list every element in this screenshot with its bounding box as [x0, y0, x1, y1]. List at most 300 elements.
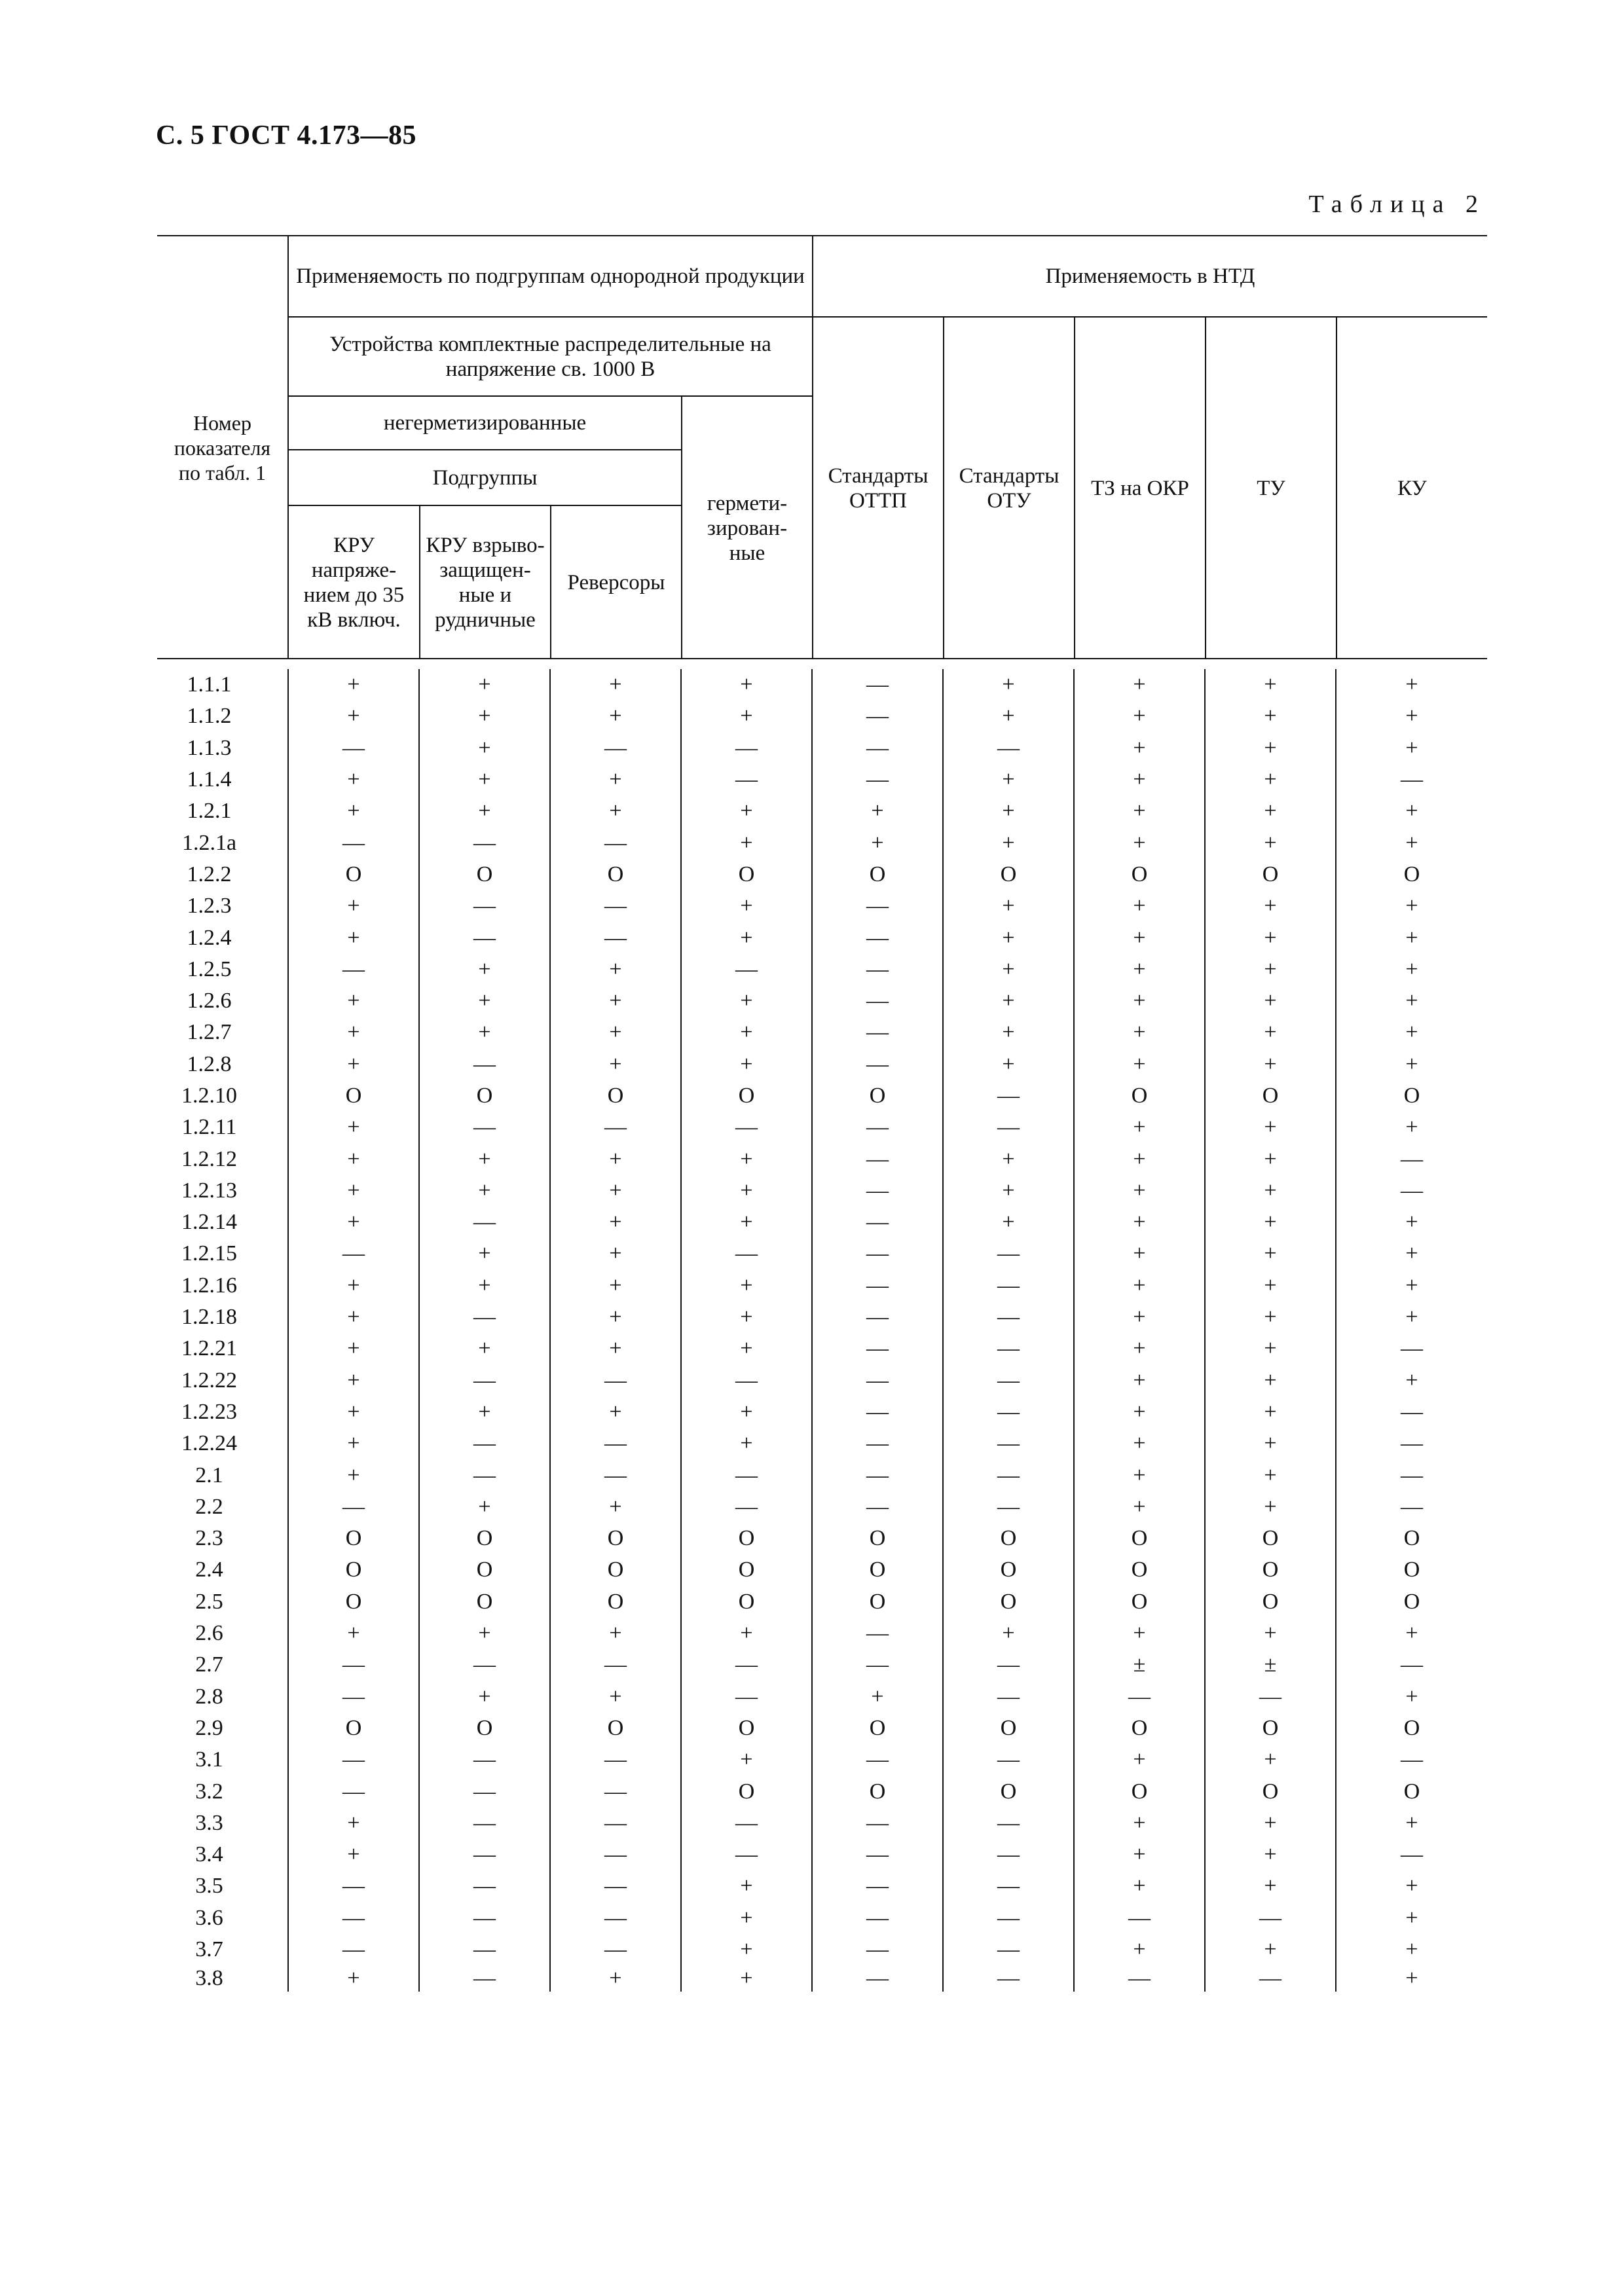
row-number-cell: 2.5: [195, 1589, 223, 1614]
value-cell: О: [681, 1080, 812, 1112]
row-number-cell: 3.2: [195, 1779, 223, 1804]
row-number-cell: 3.5: [195, 1874, 223, 1899]
value-cell: О: [1074, 1586, 1205, 1618]
value-cell: —: [419, 1112, 550, 1143]
value-cell: +: [288, 890, 419, 922]
value-cell: —: [943, 1302, 1074, 1333]
value-cell: —: [419, 1365, 550, 1396]
value-cell: —: [1336, 1333, 1487, 1364]
value-cell: —: [288, 1744, 419, 1776]
value-cell: +: [1205, 1491, 1336, 1523]
value-cell: +: [1074, 669, 1205, 701]
value-cell: +: [1336, 701, 1487, 732]
value-cell: —: [550, 1776, 681, 1807]
page-header: С. 5 ГОСТ 4.173—85: [156, 120, 417, 151]
row-number-cell: 1.2.1а: [181, 830, 237, 855]
value-cell: —: [288, 733, 419, 764]
value-cell: +: [1074, 1396, 1205, 1428]
value-cell: О: [1205, 1080, 1336, 1112]
value-cell: О: [681, 1586, 812, 1618]
value-cell: +: [1336, 890, 1487, 922]
value-cell: —: [1074, 1903, 1205, 1934]
value-cell: О: [943, 1586, 1074, 1618]
value-cell: +: [1205, 1175, 1336, 1207]
value-cell: О: [550, 859, 681, 890]
table-row: [157, 1934, 1487, 1965]
row-number-cell: 2.4: [195, 1558, 223, 1582]
value-cell: +: [1074, 1870, 1205, 1902]
value-cell: —: [419, 1428, 550, 1459]
value-cell: О: [288, 1713, 419, 1744]
value-cell: +: [943, 890, 1074, 922]
column-header-devices: Устройства комплектные распределительные на напряжение св. 1000 В: [329, 332, 771, 381]
value-cell: +: [943, 1618, 1074, 1649]
value-cell: +: [1074, 827, 1205, 858]
table-row: [157, 1744, 1487, 1776]
value-cell: О: [419, 1554, 550, 1586]
value-cell: —: [681, 1112, 812, 1143]
value-cell: +: [943, 701, 1074, 732]
value-cell: —: [1205, 1965, 1336, 1992]
value-cell: +: [1205, 1870, 1336, 1902]
value-cell: —: [419, 1459, 550, 1491]
table-row: [157, 1903, 1487, 1934]
value-cell: —: [1074, 1965, 1205, 1992]
data-table: [157, 669, 1487, 1992]
value-cell: О: [681, 1523, 812, 1554]
table-row: [157, 1396, 1487, 1428]
column-header-kru-voltage: КРУ напряже-нием до 35 кВ включ.: [303, 534, 405, 632]
table-row: [157, 701, 1487, 732]
value-cell: О: [1074, 1713, 1205, 1744]
row-number-cell: 2.1: [195, 1463, 223, 1487]
value-cell: —: [1336, 1459, 1487, 1491]
value-cell: —: [812, 1112, 943, 1143]
value-cell: +: [1205, 733, 1336, 764]
value-cell: +: [1074, 1175, 1205, 1207]
value-cell: +: [1205, 1333, 1336, 1364]
value-cell: —: [550, 1903, 681, 1934]
value-cell: —: [812, 1839, 943, 1870]
column-header-non-sealed: негерметизированные: [383, 411, 587, 435]
value-cell: +: [681, 1302, 812, 1333]
value-cell: —: [288, 1238, 419, 1269]
value-cell: +: [288, 1428, 419, 1459]
value-cell: —: [1336, 1175, 1487, 1207]
value-cell: —: [943, 1808, 1074, 1839]
value-cell: +: [943, 1049, 1074, 1080]
value-cell: +: [1205, 890, 1336, 922]
value-cell: +: [288, 1049, 419, 1080]
value-cell: —: [943, 1270, 1074, 1302]
value-cell: +: [1336, 1112, 1487, 1143]
value-cell: +: [1336, 1049, 1487, 1080]
value-cell: +: [419, 1017, 550, 1048]
value-cell: +: [943, 1175, 1074, 1207]
value-cell: —: [812, 1333, 943, 1364]
value-cell: О: [812, 1554, 943, 1586]
value-cell: —: [812, 1870, 943, 1902]
value-cell: +: [1205, 1396, 1336, 1428]
value-cell: +: [550, 669, 681, 701]
value-cell: —: [550, 1112, 681, 1143]
value-cell: +: [419, 1618, 550, 1649]
value-cell: +: [681, 890, 812, 922]
table-row: [157, 1333, 1487, 1364]
value-cell: +: [288, 1143, 419, 1175]
value-cell: +: [681, 1270, 812, 1302]
value-cell: +: [1205, 1839, 1336, 1870]
value-cell: —: [812, 954, 943, 985]
value-cell: +: [1074, 1744, 1205, 1776]
row-number-cell: 1.1.3: [187, 735, 232, 760]
value-cell: +: [419, 701, 550, 732]
value-cell: —: [943, 1080, 1074, 1112]
value-cell: О: [943, 1776, 1074, 1807]
value-cell: —: [419, 922, 550, 953]
value-cell: +: [681, 1017, 812, 1048]
value-cell: О: [288, 1523, 419, 1554]
row-number-cell: 3.8: [195, 1966, 223, 1991]
value-cell: —: [1336, 1744, 1487, 1776]
value-cell: —: [550, 890, 681, 922]
value-cell: —: [681, 733, 812, 764]
value-cell: +: [1336, 1618, 1487, 1649]
value-cell: —: [550, 1934, 681, 1965]
value-cell: —: [550, 1870, 681, 1902]
value-cell: О: [812, 1776, 943, 1807]
row-number-cell: 3.7: [195, 1937, 223, 1962]
value-cell: +: [1074, 1365, 1205, 1396]
value-cell: +: [681, 1934, 812, 1965]
value-cell: О: [943, 1713, 1074, 1744]
row-number-cell: 1.1.4: [187, 767, 232, 792]
value-cell: +: [550, 1017, 681, 1048]
value-cell: +: [681, 701, 812, 732]
value-cell: +: [1074, 1618, 1205, 1649]
value-cell: +: [419, 795, 550, 827]
value-cell: +: [419, 1238, 550, 1269]
value-cell: +: [1074, 1459, 1205, 1491]
value-cell: +: [1336, 1870, 1487, 1902]
value-cell: О: [550, 1523, 681, 1554]
value-cell: О: [419, 1713, 550, 1744]
value-cell: +: [681, 1870, 812, 1902]
value-cell: +: [1205, 827, 1336, 858]
value-cell: +: [1074, 985, 1205, 1017]
value-cell: +: [1205, 1744, 1336, 1776]
value-cell: +: [1205, 1112, 1336, 1143]
value-cell: —: [812, 1744, 943, 1776]
value-cell: +: [550, 1396, 681, 1428]
value-cell: —: [419, 1965, 550, 1992]
value-cell: О: [550, 1586, 681, 1618]
value-cell: О: [288, 1586, 419, 1618]
value-cell: +: [288, 1965, 419, 1992]
row-number-cell: 1.2.13: [181, 1178, 237, 1203]
value-cell: +: [1336, 1965, 1487, 1992]
row-number-cell: 3.6: [195, 1905, 223, 1930]
value-cell: —: [812, 701, 943, 732]
row-number-cell: 1.2.5: [187, 957, 232, 981]
value-cell: —: [812, 890, 943, 922]
table-row: [157, 1681, 1487, 1713]
value-cell: —: [550, 922, 681, 953]
value-cell: +: [288, 764, 419, 795]
row-number-cell: 3.3: [195, 1810, 223, 1835]
table-row: [157, 1808, 1487, 1839]
row-number-cell: 1.2.22: [181, 1368, 237, 1393]
row-number-cell: 2.8: [195, 1684, 223, 1709]
value-cell: +: [1336, 1302, 1487, 1333]
value-cell: +: [943, 1207, 1074, 1238]
value-cell: +: [681, 985, 812, 1017]
value-cell: +: [681, 1143, 812, 1175]
value-cell: —: [943, 1903, 1074, 1934]
value-cell: —: [812, 1934, 943, 1965]
value-cell: +: [288, 1839, 419, 1870]
value-cell: —: [681, 1839, 812, 1870]
value-cell: —: [812, 1143, 943, 1175]
value-cell: —: [1205, 1903, 1336, 1934]
value-cell: —: [681, 954, 812, 985]
value-cell: О: [1336, 1713, 1487, 1744]
value-cell: +: [288, 1270, 419, 1302]
value-cell: —: [288, 1934, 419, 1965]
table-row: [157, 1270, 1487, 1302]
table-row: [157, 985, 1487, 1017]
row-number-cell: 1.2.12: [181, 1146, 237, 1171]
value-cell: +: [943, 954, 1074, 985]
value-cell: +: [1205, 669, 1336, 701]
row-number-cell: 1.2.7: [187, 1020, 232, 1045]
value-cell: —: [419, 1049, 550, 1080]
value-cell: +: [419, 669, 550, 701]
value-cell: —: [1336, 764, 1487, 795]
row-number-cell: 1.2.24: [181, 1431, 237, 1456]
value-cell: +: [550, 1270, 681, 1302]
table-row: [157, 1049, 1487, 1080]
column-header-standards-ottp: Стандарты ОТТП: [828, 464, 929, 513]
value-cell: +: [288, 1808, 419, 1839]
value-cell: +: [681, 827, 812, 858]
value-cell: —: [550, 1649, 681, 1681]
value-cell: —: [419, 1302, 550, 1333]
value-cell: —: [288, 1903, 419, 1934]
value-cell: +: [1336, 1934, 1487, 1965]
value-cell: +: [550, 1238, 681, 1269]
value-cell: +: [1336, 1681, 1487, 1713]
value-cell: —: [419, 1744, 550, 1776]
value-cell: +: [1074, 1049, 1205, 1080]
value-cell: —: [550, 827, 681, 858]
value-cell: +: [1074, 764, 1205, 795]
value-cell: О: [288, 859, 419, 890]
value-cell: О: [943, 859, 1074, 890]
value-cell: +: [681, 1049, 812, 1080]
value-cell: О: [288, 1080, 419, 1112]
value-cell: —: [550, 733, 681, 764]
value-cell: О: [1336, 1776, 1487, 1807]
value-cell: —: [943, 1396, 1074, 1428]
value-cell: +: [1074, 1112, 1205, 1143]
value-cell: О: [943, 1523, 1074, 1554]
value-cell: О: [943, 1554, 1074, 1586]
value-cell: —: [681, 1808, 812, 1839]
value-cell: О: [1074, 1554, 1205, 1586]
value-cell: +: [288, 701, 419, 732]
table-row: [157, 1491, 1487, 1523]
value-cell: +: [1074, 1207, 1205, 1238]
value-cell: —: [550, 1744, 681, 1776]
value-cell: —: [1336, 1839, 1487, 1870]
value-cell: —: [943, 1238, 1074, 1269]
table-row: [157, 1302, 1487, 1333]
table-row: [157, 1112, 1487, 1143]
table-row: [157, 922, 1487, 953]
value-cell: +: [419, 954, 550, 985]
value-cell: +: [288, 1333, 419, 1364]
row-number-cell: 3.4: [195, 1842, 223, 1867]
value-cell: О: [419, 1586, 550, 1618]
value-cell: О: [812, 1523, 943, 1554]
value-cell: +: [1336, 1207, 1487, 1238]
column-header-subgroups: Подгруппы: [432, 465, 538, 490]
value-cell: —: [812, 1302, 943, 1333]
value-cell: +: [550, 1333, 681, 1364]
value-cell: +: [1074, 1934, 1205, 1965]
value-cell: —: [812, 733, 943, 764]
table-row: [157, 1554, 1487, 1586]
value-cell: —: [1336, 1428, 1487, 1459]
table-row: [157, 1175, 1487, 1207]
value-cell: О: [288, 1554, 419, 1586]
value-cell: —: [419, 1903, 550, 1934]
value-cell: О: [1336, 1586, 1487, 1618]
value-cell: +: [681, 1175, 812, 1207]
value-cell: +: [288, 795, 419, 827]
value-cell: —: [550, 1428, 681, 1459]
value-cell: О: [1336, 1080, 1487, 1112]
value-cell: +: [812, 795, 943, 827]
value-cell: —: [288, 1776, 419, 1807]
value-cell: —: [1336, 1396, 1487, 1428]
table-row: [157, 859, 1487, 890]
value-cell: О: [812, 1713, 943, 1744]
value-cell: —: [812, 1649, 943, 1681]
value-cell: +: [1336, 827, 1487, 858]
table-row: [157, 764, 1487, 795]
value-cell: —: [550, 1808, 681, 1839]
value-cell: +: [1074, 1238, 1205, 1269]
table-row: [157, 890, 1487, 922]
column-header-applicability-subgroups: Применяемость по подгруппам однородной продукции: [296, 264, 805, 288]
value-cell: +: [288, 1207, 419, 1238]
value-cell: +: [1205, 795, 1336, 827]
value-cell: —: [681, 1459, 812, 1491]
value-cell: +: [288, 1112, 419, 1143]
value-cell: —: [419, 1207, 550, 1238]
value-cell: +: [1336, 1903, 1487, 1934]
value-cell: +: [419, 1681, 550, 1713]
value-cell: О: [812, 1080, 943, 1112]
table-row: [157, 1870, 1487, 1902]
value-cell: —: [943, 1491, 1074, 1523]
table-row: [157, 954, 1487, 985]
value-cell: О: [1205, 1713, 1336, 1744]
table-row: [157, 1143, 1487, 1175]
value-cell: +: [288, 1459, 419, 1491]
value-cell: —: [550, 1839, 681, 1870]
value-cell: +: [1336, 1365, 1487, 1396]
value-cell: +: [1074, 1017, 1205, 1048]
value-cell: —: [812, 1618, 943, 1649]
value-cell: +: [550, 764, 681, 795]
value-cell: +: [1205, 1934, 1336, 1965]
value-cell: +: [681, 1428, 812, 1459]
value-cell: —: [288, 1870, 419, 1902]
value-cell: +: [550, 1049, 681, 1080]
value-cell: —: [419, 1934, 550, 1965]
value-cell: +: [419, 733, 550, 764]
value-cell: +: [1336, 985, 1487, 1017]
value-cell: —: [943, 1934, 1074, 1965]
value-cell: +: [1074, 1143, 1205, 1175]
value-cell: +: [419, 764, 550, 795]
value-cell: О: [419, 1080, 550, 1112]
value-cell: О: [681, 1554, 812, 1586]
value-cell: +: [1205, 1049, 1336, 1080]
value-cell: —: [943, 1839, 1074, 1870]
value-cell: +: [1336, 922, 1487, 953]
value-cell: +: [550, 985, 681, 1017]
value-cell: —: [943, 733, 1074, 764]
row-number-cell: 2.9: [195, 1715, 223, 1740]
value-cell: —: [943, 1681, 1074, 1713]
table-row: [157, 827, 1487, 858]
value-cell: О: [1074, 1080, 1205, 1112]
value-cell: О: [419, 1523, 550, 1554]
table-row: [157, 1618, 1487, 1649]
value-cell: —: [943, 1428, 1074, 1459]
value-cell: +: [1074, 890, 1205, 922]
value-cell: +: [288, 669, 419, 701]
value-cell: +: [681, 795, 812, 827]
value-cell: +: [288, 985, 419, 1017]
value-cell: —: [812, 1238, 943, 1269]
table-row: [157, 1713, 1487, 1744]
value-cell: О: [1336, 859, 1487, 890]
value-cell: +: [1074, 922, 1205, 953]
value-cell: +: [550, 1143, 681, 1175]
value-cell: —: [419, 1808, 550, 1839]
column-header-tz-okr: ТЗ на ОКР: [1091, 477, 1189, 500]
value-cell: —: [419, 827, 550, 858]
value-cell: —: [1336, 1649, 1487, 1681]
row-number-cell: 1.1.2: [187, 704, 232, 729]
value-cell: О: [1074, 859, 1205, 890]
row-number-cell: 1.2.6: [187, 989, 232, 1013]
value-cell: —: [550, 1459, 681, 1491]
value-cell: —: [812, 1017, 943, 1048]
value-cell: —: [943, 1365, 1074, 1396]
column-header-kru-explosion: КРУ взрыво-защищен-ные и рудничные: [426, 534, 545, 632]
value-cell: +: [419, 1143, 550, 1175]
value-cell: +: [943, 985, 1074, 1017]
value-cell: +: [550, 1965, 681, 1992]
value-cell: О: [1205, 859, 1336, 890]
row-number-cell: 2.7: [195, 1652, 223, 1677]
